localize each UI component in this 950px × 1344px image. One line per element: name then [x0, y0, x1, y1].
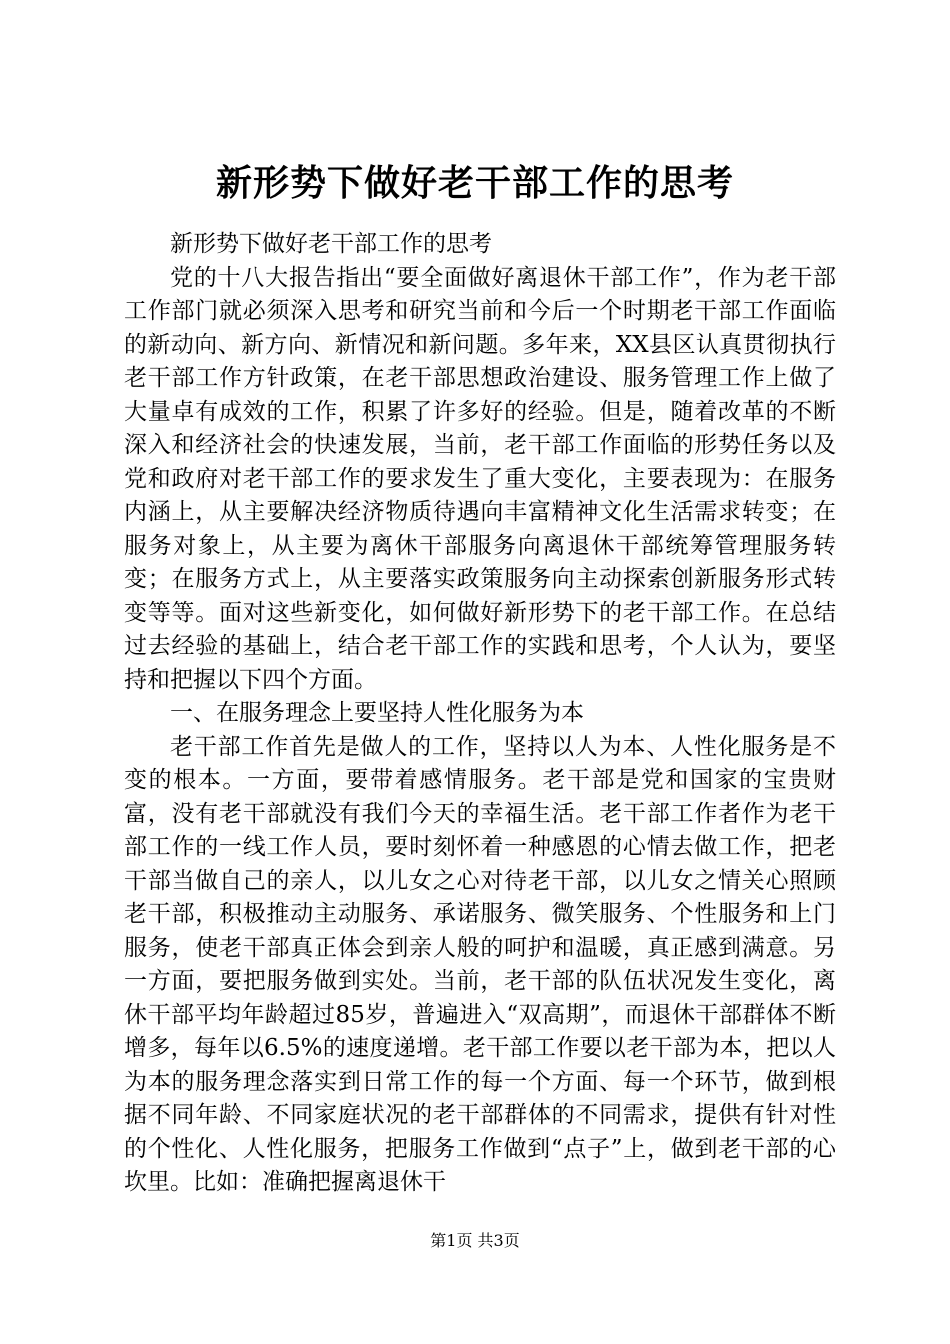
paragraph-section-1: 老干部工作首先是做人的工作，坚持以人为本、人性化服务是不变的根本。一方面，要带着感情服务。老干部是党和国家的宝贵财富，没有老干部就没有我们今天的幸福生活。老干部工作者作为老干部工作的一线工作人员，要时刻怀着一种感恩的心情去做工作，把老干部当做自己的亲人，以儿女之心对待老干部，以儿女之情关心照顾老干部，积极推动主动服务、承诺服务、微笑服务、个性服务和上门服务，使老干部真正体会到亲人般的呵护和温暖，真正感到满意。另一方面，要把服务做到实处。当前，老干部的队伍状况发生变化，离休干部平均年龄超过85岁，普遍进入“双高期”，而退休干部群体不断增多，每年以6.5%的速度递增。老干部工作要以老干部为本，把以人为本的服务理念落实到日常工作的每一个方面、每一个环节，做到根据不同年龄、不同家庭状况的老干部群体的不同需求，提供有针对性的个性化、人性化服务，把服务工作做到“点子”上，做到老干部的心坎里。比如：准确把握离退休干 [124, 733, 836, 1195]
paragraph-subtitle: 新形势下做好老干部工作的思考 [170, 231, 492, 257]
section-heading-1: 一、在服务理念上要坚持人性化服务为本 [170, 700, 584, 726]
paragraph-intro: 党的十八大报告指出“要全面做好离退休干部工作”，作为老干部工作部门就必须深入思考和研究当前和今后一个时期老干部工作面临的新动向、新方向、新情况和新问题。多年来，XX县区认真贯彻执行老干部工作方针政策，在老干部思想政治建设、服务管理工作上做了大量卓有成效的工作，积累了许多好的经验。但是，随着改革的不断深入和经济社会的快速发展，当前，老干部工作面临的形势任务以及党和政府对老干部工作的要求发生了重大变化，主要表现为：在服务内涵上，从主要解决经济物质待遇向丰富精神文化生活需求转变；在服务对象上，从主要为离休干部服务向离退休干部统筹管理服务转变；在服务方式上，从主要落实政策服务向主动探索创新服务形式转变等等。面对这些新变化，如何做好新形势下的老干部工作。在总结过去经验的基础上，结合老干部工作的实践和思考，个人认为，要坚持和把握以下四个方面。 [124, 264, 836, 693]
document-title: 新形势下做好老干部工作的思考 [215, 162, 734, 204]
document-body [124, 228, 836, 1200]
page-number-footer: 第1页 共3页 [430, 1231, 520, 1250]
